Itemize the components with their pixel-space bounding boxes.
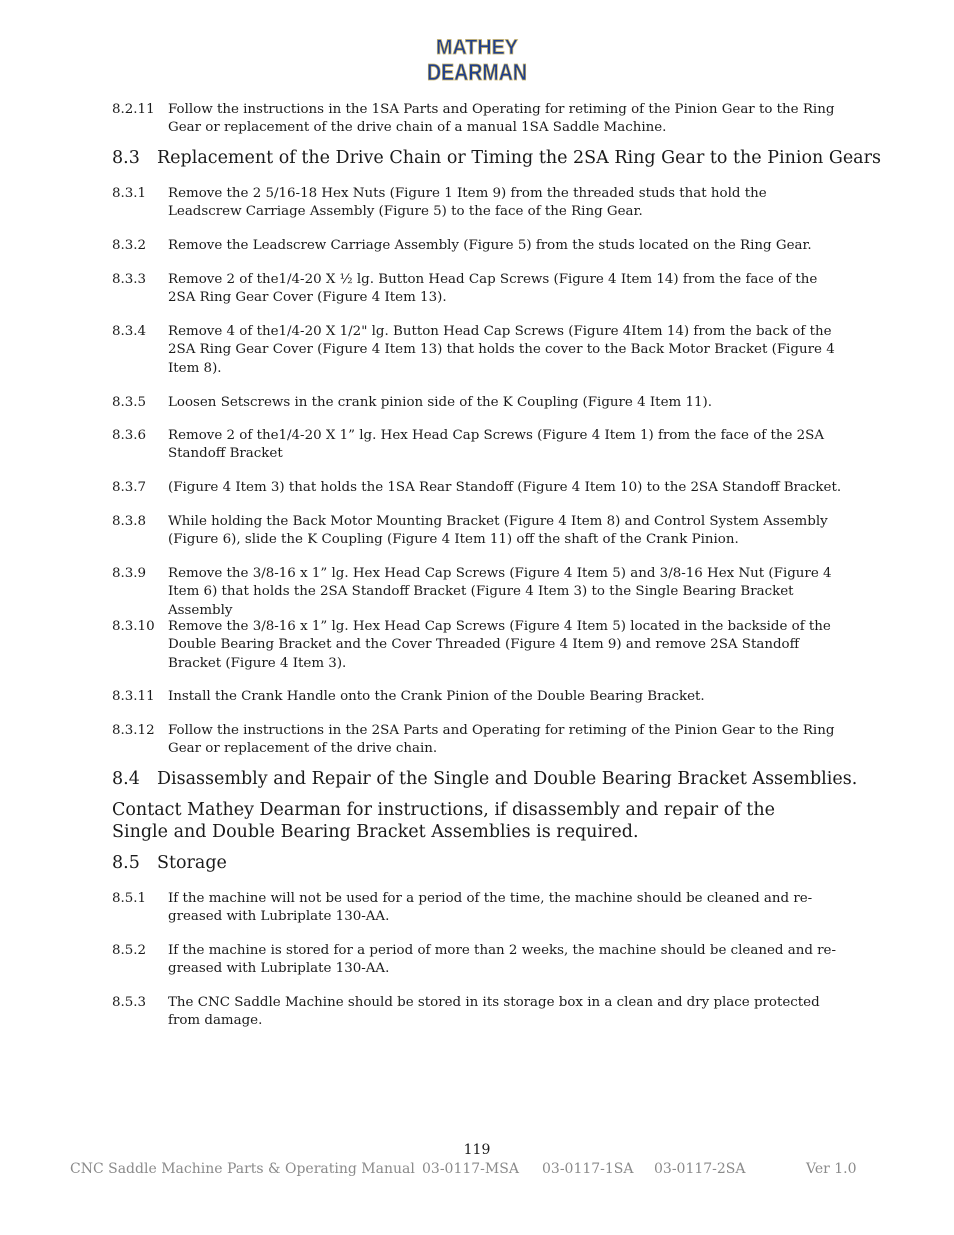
section-8-3-12 (112, 722, 842, 759)
heading-number: 8.5 (112, 853, 140, 873)
footer-part-number-2sa: 03-0117-2SA (654, 1161, 746, 1177)
heading-8-5 (112, 852, 227, 874)
section-number: 8.3.5 (112, 395, 147, 410)
heading-text: Replacement of the Drive Chain or Timing the 2SA Ring Gear to the Pinion Gears (157, 148, 881, 168)
footer-version: Ver 1.0 (806, 1161, 857, 1177)
section-number: 8.5.1 (112, 891, 147, 906)
heading-text: Disassembly and Repair of the Single and Double Bearing Bracket Assemblies. (157, 769, 858, 789)
section-text: If the machine is stored for a period of more than 2 weeks, the machine should be cleaned and re-greased with Lubriplate 130-AA. (168, 943, 836, 977)
section-8-3-1 (112, 185, 842, 222)
section-number: 8.3.12 (112, 723, 155, 738)
section-number: 8.3.8 (112, 514, 147, 529)
section-8-3-7 (112, 479, 842, 497)
section-text: Remove 2 of the1/4-20 X 1” lg. Hex Head Cap Screws (Figure 4 Item 1) from the face of the 2SA Standoff Bracket (168, 428, 825, 462)
section-text: The CNC Saddle Machine should be stored in its storage box in a clean and dry place protected from damage. (168, 995, 820, 1029)
section-number: 8.3.1 (112, 186, 147, 201)
footer-part-number-msa: 03-0117-MSA (422, 1161, 519, 1177)
section-8-5-2 (112, 942, 842, 979)
section-8-3-4 (112, 323, 842, 378)
footer-manual-title: CNC Saddle Machine Parts & Operating Manual (70, 1161, 415, 1177)
section-number: 8.3.7 (112, 480, 147, 495)
section-number: 8.3.2 (112, 238, 147, 253)
section-text: If the machine will not be used for a period of the time, the machine should be cleaned and re-greased with Lubriplate 130-AA. (168, 891, 813, 925)
logo-graphic (424, 32, 530, 86)
section-8-5-3 (112, 994, 842, 1031)
section-text: Follow the instructions in the 2SA Parts and Operating for retiming of the Pinion Gear to the Ring Gear or replacement of the drive chain. (168, 723, 835, 757)
section-text: Loosen Setscrews in the crank pinion side of the K Coupling (Figure 4 Item 11). (168, 395, 712, 410)
section-number: 8.5.2 (112, 943, 147, 958)
section-8-3-6 (112, 427, 842, 464)
section-8-3-11 (112, 688, 842, 706)
section-number: 8.3.9 (112, 566, 147, 581)
section-number: 8.2.11 (112, 102, 155, 117)
footer-part-number-1sa: 03-0117-1SA (542, 1161, 634, 1177)
section-8-3-3 (112, 271, 842, 308)
mathey-dearman-logo (424, 32, 530, 86)
page-number: 119 (463, 1142, 491, 1158)
section-number: 8.3.11 (112, 689, 155, 704)
section-text: Follow the instructions in the 1SA Parts and Operating for retiming of the Pinion Gear to the Ring Gear or replacement of the drive chain of a manual 1SA Saddle Machine. (168, 102, 835, 136)
section-8-3-10 (112, 618, 842, 673)
heading-text: Storage (157, 853, 227, 873)
section-8-2-11 (112, 101, 842, 138)
section-text: Remove 4 of the1/4-20 X 1/2" lg. Button Head Cap Screws (Figure 4Item 14) from the back of the 2SA Ring Gear Cover (Figure 4 Item 13) that holds the cover to the Back Motor Bracket (Figure 4 Item 8). (168, 324, 835, 376)
section-text: While holding the Back Motor Mounting Bracket (Figure 4 Item 8) and Control System Assembly (Figure 6), slide the K Coupling (Figure 4 Item 11) off the shaft of the Crank Pinion. (168, 514, 828, 548)
section-text: Remove the 3/8-16 x 1” lg. Hex Head Cap Screws (Figure 4 Item 5) located in the backside of the Double Bearing Bracket and the Cover Threaded (Figure 4 Item 9) and remove 2SA Standoff Bracket (Figure 4 Item 3). (168, 619, 831, 671)
section-8-3-8 (112, 513, 842, 550)
heading-8-3 (112, 147, 881, 169)
section-8-5-1 (112, 890, 842, 927)
section-number: 8.5.3 (112, 995, 147, 1010)
section-text: Remove the 2 5/16-18 Hex Nuts (Figure 1 Item 9) from the threaded studs that hold the Leadscrew Carriage Assembly (Figure 5) to the face of the Ring Gear. (168, 186, 767, 220)
section-text: Install the Crank Handle onto the Crank Pinion of the Double Bearing Bracket. (168, 689, 705, 704)
section-number: 8.3.4 (112, 324, 147, 339)
heading-number: 8.4 (112, 769, 140, 789)
heading-number: 8.3 (112, 148, 140, 168)
section-text: Remove the Leadscrew Carriage Assembly (Figure 5) from the studs located on the Ring Gear. (168, 238, 812, 253)
heading-8-4 (112, 768, 857, 790)
section-text: (Figure 4 Item 3) that holds the 1SA Rear Standoff (Figure 4 Item 10) to the 2SA Standoff Bracket. (168, 480, 842, 495)
section-number: 8.3.10 (112, 619, 155, 634)
logo-line2: DEARMAN (427, 59, 527, 85)
section-number: 8.3.6 (112, 428, 147, 443)
section-8-3-9 (112, 565, 842, 620)
contact-paragraph: Contact Mathey Dearman for instructions, if disassembly and repair of the Single and Double Bearing Bracket Assemblies is required. (112, 800, 775, 842)
logo-line1: MATHEY (436, 36, 518, 59)
section-text: Remove 2 of the1/4-20 X ½ lg. Button Head Cap Screws (Figure 4 Item 14) from the face of the 2SA Ring Gear Cover (Figure 4 Item 13). (168, 272, 818, 306)
section-8-3-5 (112, 394, 842, 412)
section-text: Remove the 3/8-16 x 1” lg. Hex Head Cap Screws (Figure 4 Item 5) and 3/8-16 Hex Nut (Figure 4 Item 6) that holds the 2SA Standoff Bracket (Figure 4 Item 3) to the Single Bearing Bracket Assembly (168, 566, 832, 618)
section-8-3-2 (112, 237, 842, 255)
section-number: 8.3.3 (112, 272, 147, 287)
